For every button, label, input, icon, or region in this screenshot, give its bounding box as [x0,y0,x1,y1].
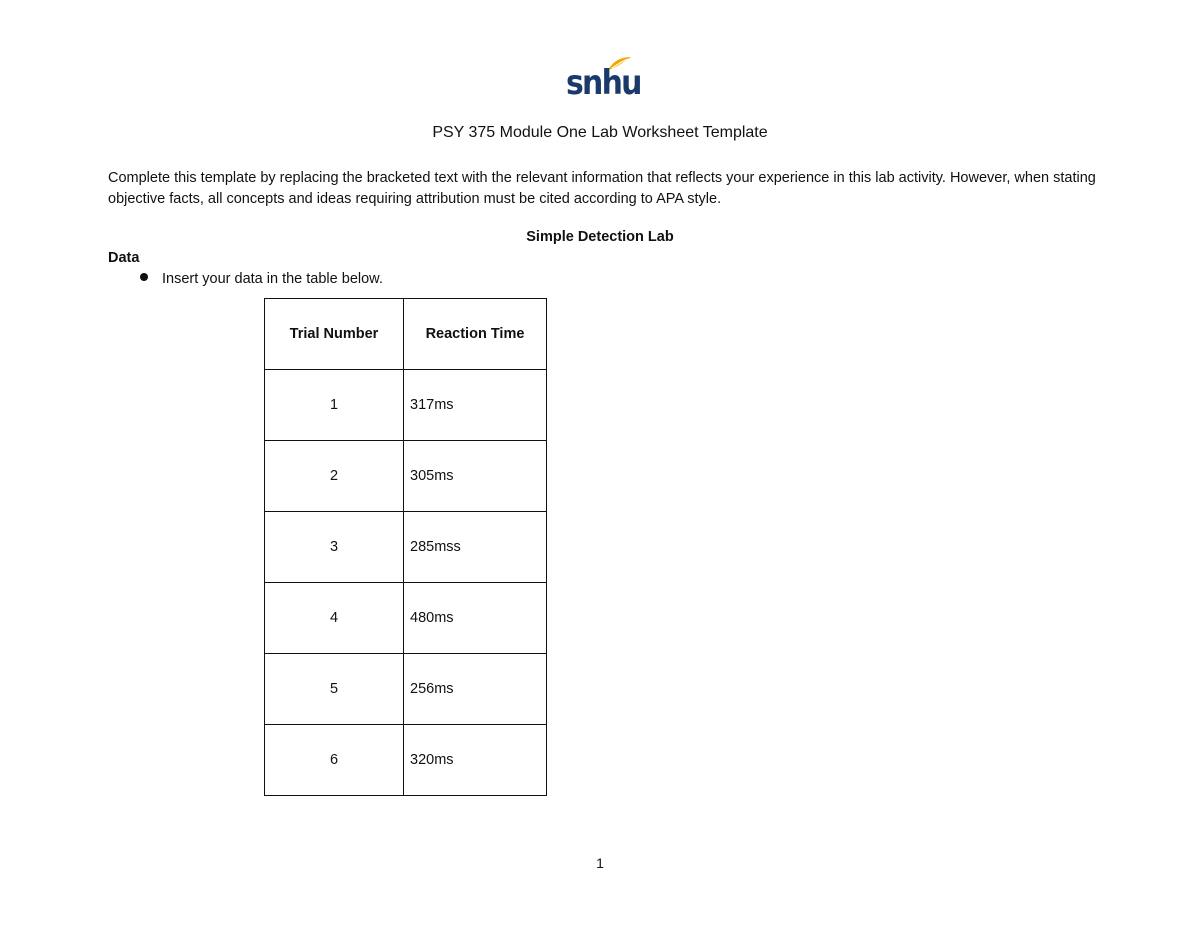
logo-wordmark: snhu [566,63,641,103]
page-title: PSY 375 Module One Lab Worksheet Template [432,124,768,141]
table-row [265,370,547,441]
bullet-icon [140,273,148,281]
reaction-time-cell[interactable]: 285mss [404,512,547,583]
trial-cell[interactable]: 1 [265,370,404,441]
trial-cell[interactable]: 4 [265,583,404,654]
section-title: Simple Detection Lab [526,229,674,245]
trial-cell[interactable]: 5 [265,654,404,725]
trial-cell[interactable]: 3 [265,512,404,583]
instruction-bullet [140,271,383,287]
table-row [265,583,547,654]
table-row [265,725,547,796]
bullet-text: Insert your data in the table below. [162,271,383,287]
trial-cell[interactable]: 6 [265,725,404,796]
reaction-time-cell[interactable]: 305ms [404,441,547,512]
reaction-time-cell[interactable]: 320ms [404,725,547,796]
snhu-logo [562,56,641,104]
reaction-time-cell[interactable]: 317ms [404,370,547,441]
table-row [265,512,547,583]
trial-cell[interactable]: 2 [265,441,404,512]
reaction-time-cell[interactable]: 480ms [404,583,547,654]
reaction-time-cell[interactable]: 256ms [404,654,547,725]
header-reaction-time: Reaction Time [404,299,547,370]
table-header-row [265,299,547,370]
table-row [265,441,547,512]
page-number: 1 [596,855,604,871]
data-heading: Data [108,250,140,266]
intro-paragraph: Complete this template by replacing the bracketed text with the relevant information that reflects your experience in this lab activity. However, when stating objective facts, all concepts and ideas requiring attribution must be cited according to APA style. [108,170,1096,207]
header-trial-number: Trial Number [265,299,404,370]
table-row [265,654,547,725]
data-table [264,298,547,796]
